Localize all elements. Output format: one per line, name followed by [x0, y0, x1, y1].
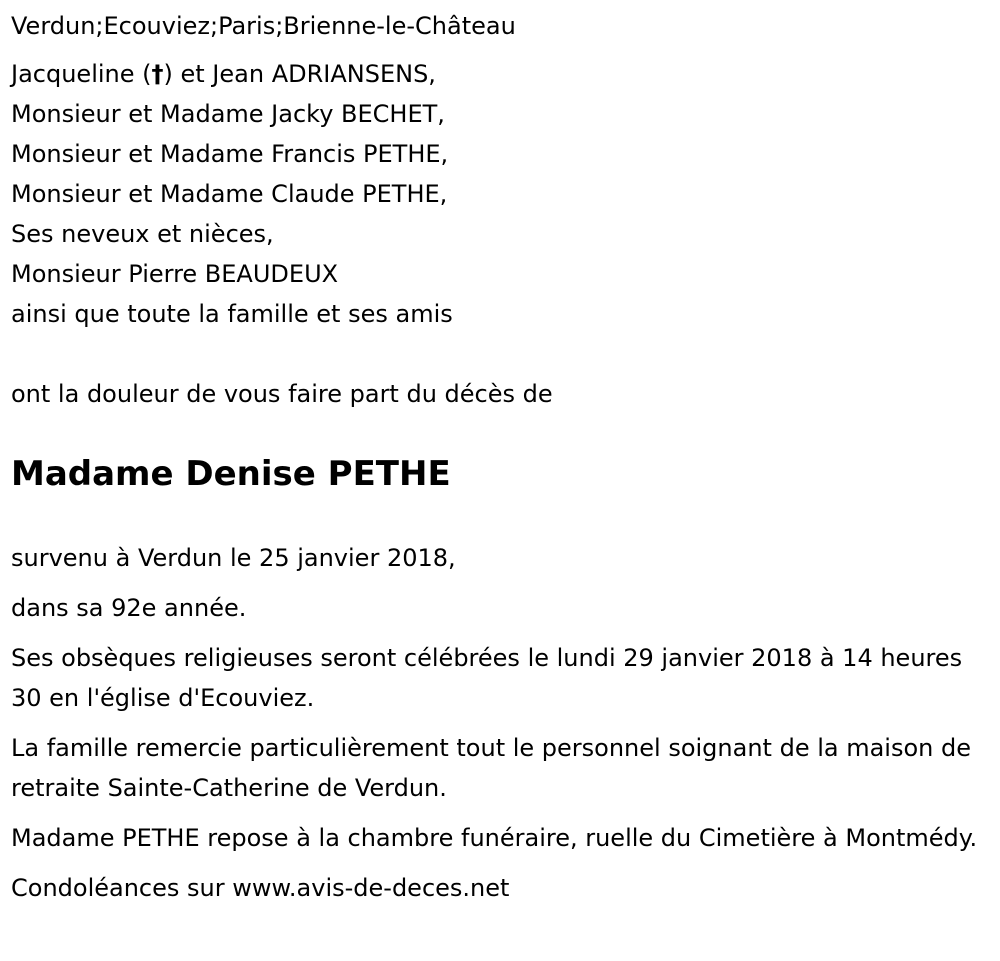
resting-place: Madame PETHE repose à la chambre funéraire, ruelle du Cimetière à Montmédy. — [11, 824, 978, 852]
places-header: Verdun;Ecouviez;Paris;Brienne-le-Château — [11, 12, 516, 40]
family-line: Monsieur et Madame Jacky BECHET, — [11, 100, 445, 128]
family-name-suffix: ) et Jean ADRIANSENS, — [163, 60, 436, 88]
family-line: Monsieur et Madame Claude PETHE, — [11, 180, 448, 208]
thanks-message: La famille remercie particulièrement tout le personnel soignant de la maison de retraite Sainte-Catherine de Verdun. — [11, 734, 971, 802]
deceased-name: Madame Denise PETHE — [11, 454, 451, 494]
funeral-details: Ses obsèques religieuses seront célébrées le lundi 29 janvier 2018 à 14 heures 30 en l'église d'Ecouviez. — [11, 644, 963, 712]
family-line: ainsi que toute la famille et ses amis — [11, 300, 453, 328]
family-list — [11, 54, 986, 334]
cross-icon: † — [151, 60, 164, 88]
death-details: survenu à Verdun le 25 janvier 2018, — [11, 544, 456, 572]
announcement-text: ont la douleur de vous faire part du décès de — [11, 380, 553, 408]
family-line: Monsieur et Madame Francis PETHE, — [11, 140, 449, 168]
family-name-prefix: Jacqueline ( — [11, 60, 152, 88]
family-line: Ses neveux et nièces, — [11, 220, 274, 248]
family-line — [11, 54, 986, 94]
death-notice — [11, 0, 986, 908]
age-details: dans sa 92e année. — [11, 594, 247, 622]
condolences-line: Condoléances sur www.avis-de-deces.net — [11, 874, 510, 902]
family-line: Monsieur Pierre BEAUDEUX — [11, 260, 339, 288]
